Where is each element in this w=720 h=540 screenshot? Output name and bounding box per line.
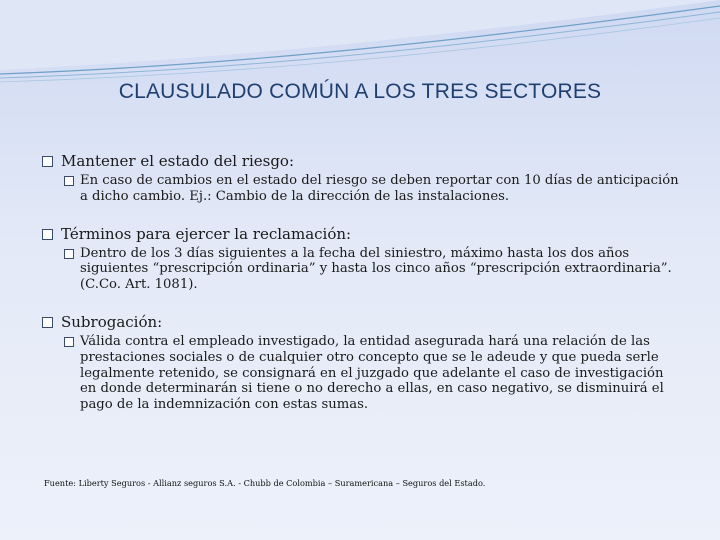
bullet-level1: [42, 152, 682, 171]
section-text: Válida contra el empleado investigado, la entidad asegurada hará una relación de las prestaciones sociales o de cualquier otro concepto que se le adeude y que pueda serle legalmente retenido, se consignará en el juzgado que adelante el caso de investigación en donde determinarán si tiene o no derecho a ellas, en caso negativo, se disminuirá el pago de la indemnización con estas sumas.: [80, 333, 664, 413]
slide-title: CLAUSULADO COMÚN A LOS TRES SECTORES: [118, 80, 602, 103]
bullet-level2: [64, 246, 682, 293]
square-bullet-icon: [42, 156, 53, 167]
square-bullet-icon: [64, 249, 74, 259]
section-heading: Subrogación:: [61, 312, 163, 331]
decorative-wave-band: [0, 0, 720, 90]
bullet-level1: [42, 313, 682, 332]
section-heading: Términos para ejercer la reclamación:: [61, 224, 352, 243]
square-bullet-icon: [42, 229, 53, 240]
section-heading: Mantener el estado del riesgo:: [61, 152, 295, 170]
section-text: Dentro de los 3 días siguientes a la fecha del siniestro, máximo hasta los dos años siguientes “prescripción ordinaria” y hasta los cinco años “prescripción extraordinaria”. (C.Co. Art. 1081).: [80, 245, 672, 293]
section-text: En caso de cambios en el estado del riesgo se deben reportar con 10 días de anticipación a dicho cambio. Ej.: Cambio de la dirección de las instalaciones.: [80, 173, 679, 204]
bullet-level2: [64, 334, 682, 413]
square-bullet-icon: [64, 176, 74, 186]
section-subrogacion: [42, 313, 682, 413]
bullet-level2: [64, 173, 682, 205]
square-bullet-icon: [42, 317, 53, 328]
section-riesgo: [42, 152, 682, 205]
section-reclamacion: [42, 225, 682, 293]
slide-content: [42, 152, 682, 433]
bullet-level1: [42, 225, 682, 244]
source-note: Fuente: Liberty Seguros - Allianz seguros S.A. - Chubb de Colombia – Suramericana – Seguros del Estado.: [44, 478, 486, 488]
square-bullet-icon: [64, 337, 74, 347]
